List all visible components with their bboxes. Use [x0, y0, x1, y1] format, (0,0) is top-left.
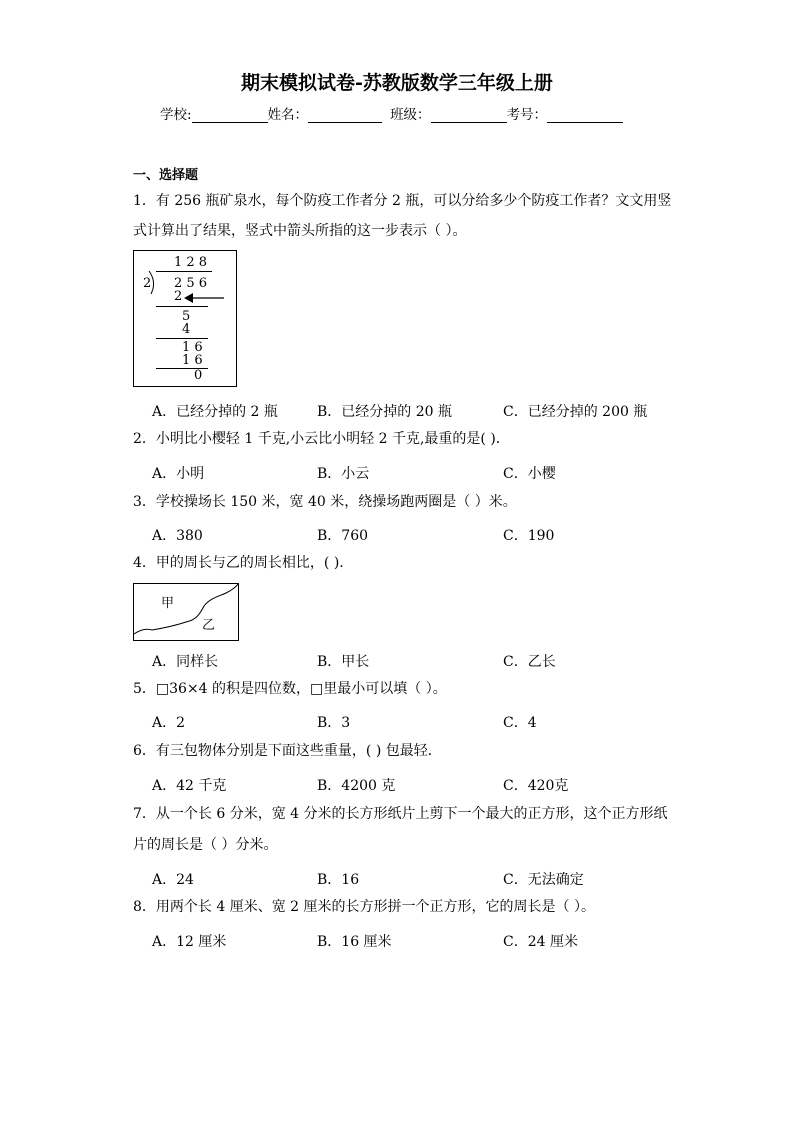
division-step-3: 4 — [182, 322, 191, 337]
q7-option-a[interactable]: A．24 — [152, 872, 194, 888]
division-step-6: 0 — [194, 368, 203, 383]
q7-option-c[interactable]: C．无法确定 — [503, 872, 584, 888]
question-7-line-2: 片的周长是（ ）分米。 — [133, 837, 278, 853]
q3-option-c[interactable]: C．190 — [503, 528, 555, 544]
q2-option-c[interactable]: C．小樱 — [503, 466, 556, 482]
number-label: 考号： — [506, 107, 548, 123]
division-bar — [156, 271, 212, 272]
question-1-line-1: 1．有 256 瓶矿泉水，每个防疫工作者分 2 瓶，可以分给多少个防疫工作者？文文用竖 — [133, 193, 672, 209]
long-division-figure — [133, 250, 237, 387]
question-3: 3．学校操场长 150 米，宽 40 米，绕操场跑两圈是（ ）米。 — [133, 494, 517, 510]
division-step-1: 2 — [174, 289, 183, 304]
question-1-line-2: 式计算出了结果，竖式中箭头所指的这一步表示（ ）。 — [133, 223, 467, 239]
division-step-5: 1 6 — [182, 353, 203, 368]
student-info-line — [160, 103, 623, 123]
q1-option-a[interactable]: A．已经分掉的 2 瓶 — [152, 404, 278, 420]
q6-option-c[interactable]: C．420克 — [503, 778, 569, 794]
figure-label-jia: 甲 — [161, 596, 175, 611]
q5-option-c[interactable]: C．4 — [503, 715, 537, 731]
dividing-curve — [134, 584, 238, 640]
question-8: 8．用两个长 4 厘米、宽 2 厘米的长方形拼一个正方形，它的周长是（ ）。 — [133, 899, 595, 915]
name-blank[interactable] — [308, 108, 382, 123]
school-blank[interactable] — [192, 108, 268, 123]
perimeter-figure — [133, 583, 239, 641]
q4-option-a[interactable]: A．同样长 — [152, 654, 219, 670]
school-label: 学校: — [160, 107, 192, 123]
q6-option-b[interactable]: B．4200 克 — [317, 778, 396, 794]
question-2: 2．小明比小樱轻 1 千克,小云比小明轻 2 千克,最重的是( ). — [133, 431, 501, 447]
division-step-2: 5 — [182, 309, 191, 324]
q8-option-b[interactable]: B．16 厘米 — [317, 934, 392, 950]
division-line-2 — [156, 338, 208, 339]
question-4: 4．甲的周长与乙的周长相比，( ). — [133, 555, 344, 571]
q7-option-b[interactable]: B．16 — [317, 872, 360, 888]
division-line-1 — [156, 306, 208, 307]
q2-option-b[interactable]: B．小云 — [317, 466, 370, 482]
q1-option-c[interactable]: C．已经分掉的 200 瓶 — [503, 404, 648, 420]
q6-option-a[interactable]: A．42 千克 — [152, 778, 227, 794]
division-step-4: 1 6 — [182, 340, 203, 355]
class-blank[interactable] — [431, 108, 507, 123]
q4-option-c[interactable]: C．乙长 — [503, 654, 556, 670]
division-quotient: 1 2 8 — [174, 255, 208, 270]
section-heading: 一、选择题 — [133, 168, 199, 183]
page-title: 期末模拟试卷-苏教版数学三年级上册 — [241, 72, 553, 94]
name-label: 姓名： — [267, 107, 309, 123]
arrow-left-icon — [184, 291, 226, 305]
q3-option-b[interactable]: B．760 — [317, 528, 369, 544]
q4-option-b[interactable]: B．甲长 — [317, 654, 370, 670]
question-7-line-1: 7．从一个长 6 分米，宽 4 分米的长方形纸片上剪下一个最大的正方形，这个正方形纸 — [133, 806, 668, 822]
q8-option-a[interactable]: A．12 厘米 — [152, 934, 227, 950]
number-blank[interactable] — [547, 108, 623, 123]
q2-option-a[interactable]: A．小明 — [152, 466, 205, 482]
question-6: 6．有三包物体分别是下面这些重量，( ) 包最轻． — [133, 743, 442, 759]
q3-option-a[interactable]: A．380 — [152, 528, 203, 544]
q1-option-b[interactable]: B．已经分掉的 20 瓶 — [317, 404, 453, 420]
q8-option-c[interactable]: C．24 厘米 — [503, 934, 578, 950]
q5-option-b[interactable]: B．3 — [317, 715, 351, 731]
question-5: 5．□36×4 的积是四位数，□里最小可以填（ ）。 — [133, 681, 447, 697]
q5-option-a[interactable]: A．2 — [152, 715, 186, 731]
division-dividend: 2 5 6 — [174, 276, 208, 291]
division-divisor: 2 — [143, 276, 152, 291]
figure-label-yi: 乙 — [202, 618, 216, 633]
class-label: 班级： — [390, 107, 431, 123]
